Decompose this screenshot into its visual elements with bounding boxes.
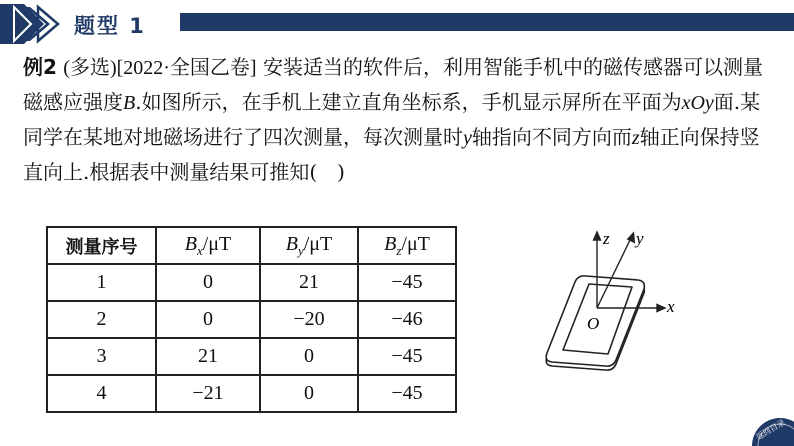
cell-index: 3 [47,338,156,375]
table-row [47,264,456,301]
table-row [47,338,456,375]
back-to-contents-label: 返回目录 [754,417,787,442]
problem-source: (多选)[2022·全国乙卷] [63,57,257,79]
measurement-table [46,226,457,413]
axis-y-label: y [636,229,644,248]
cell-by: 0 [260,338,358,375]
cell-bz: −45 [358,375,456,412]
cell-bx: 21 [156,338,260,375]
origin-label: O [587,314,600,333]
header-bx: $B_x/\mu T$ [156,227,260,264]
axis-x-label: x [667,297,675,316]
cell-by: 0 [260,375,358,412]
example-label: 例2 [23,55,57,79]
problem-text-4: 轴指向不同方向而 [471,125,632,149]
cell-bx: −21 [156,375,260,412]
header-bz: $B_z/\mu T$ [358,227,456,264]
cell-bz: −45 [358,264,456,301]
header-index: 测量序号 [47,227,156,264]
cell-index: 4 [47,375,156,412]
cell-bz: −46 [358,301,456,338]
axis-z-label: z [603,229,610,248]
var-y: y [463,127,472,149]
table-row [47,301,456,338]
cell-by: 21 [260,264,358,301]
table-row [47,375,456,412]
var-z: z [631,127,640,149]
back-to-contents-button[interactable] [740,406,794,446]
cell-bx: 0 [156,264,260,301]
cell-bx: 0 [156,301,260,338]
table-header-row [47,227,456,264]
var-xOy: xOy [681,92,714,114]
problem-text-5: 轴正向保持竖直向上.根据表中测量结果可推知( ) [23,125,760,184]
cell-index: 1 [47,264,156,301]
problem-text-2: .如图所示，在手机上建立直角坐标系，手机显示屏所在平面为 [135,90,682,114]
cell-index: 2 [47,301,156,338]
header-bar [180,13,794,31]
cell-by: −20 [260,301,358,338]
header-by: $B_y/\mu T$ [260,227,358,264]
var-B: B [123,92,136,114]
phone-axes-figure [530,226,690,372]
problem-statement [23,50,775,189]
cell-bz: −45 [358,338,456,375]
problem-text-3: 面.某同学在某地对地磁场进行了四次测量，每次测量时 [23,90,761,149]
section-badge-icon [0,4,62,44]
section-title: 题型 1 [74,14,146,38]
problem-text-1: 安装适当的软件后，利用智能手机中的磁传感器可以测量磁感应强度 [23,55,763,114]
